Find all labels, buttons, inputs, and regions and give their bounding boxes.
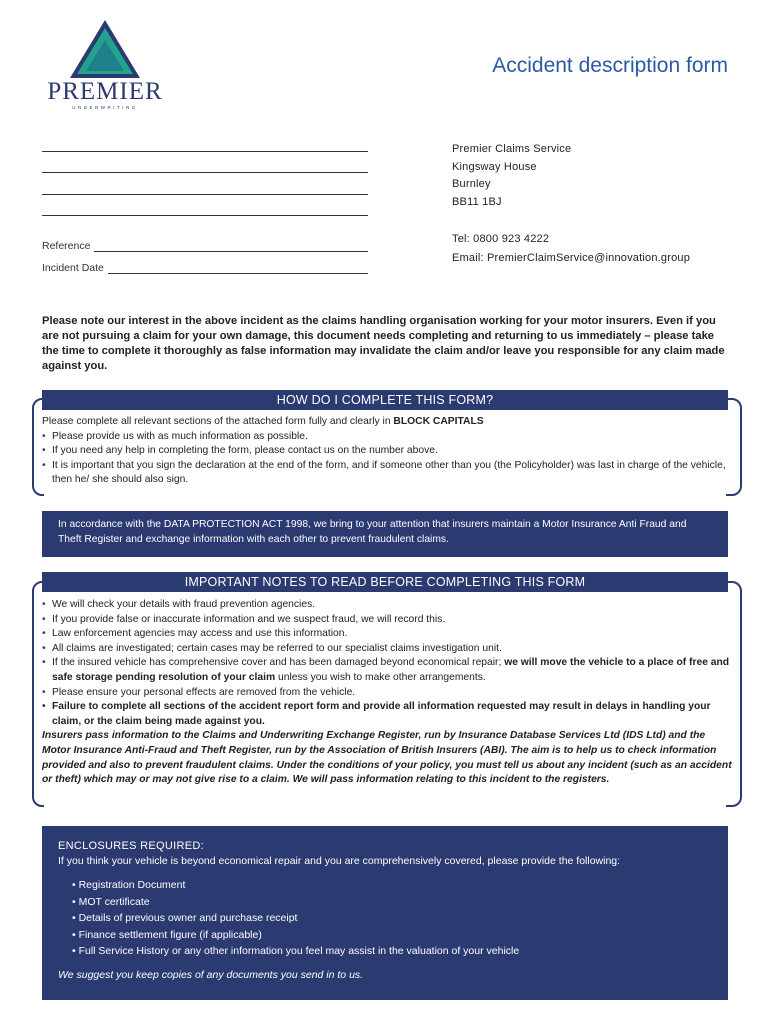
enclosures-footer: We suggest you keep copies of any documents you send in to us.: [58, 968, 364, 981]
block-capitals-emphasis: BLOCK CAPITALS: [393, 416, 484, 427]
list-item: • All claims are investigated; certain cases may be referred to our specialist claims investigation unit.: [42, 642, 732, 657]
list-item: [42, 656, 732, 685]
list-item: • Law enforcement agencies may access and use this information.: [42, 627, 732, 642]
email: Email: PremierClaimService@innovation.group: [452, 252, 691, 264]
list-item: • Registration Document: [72, 877, 712, 894]
how-to-heading: HOW DO I COMPLETE THIS FORM?: [42, 390, 728, 410]
notes-heading: IMPORTANT NOTES TO READ BEFORE COMPLETING THIS FORM: [42, 572, 728, 592]
reference-line[interactable]: [94, 242, 368, 252]
data-protection-notice: In accordance with the DATA PROTECTION ACT 1998, we bring to your attention that insurers maintain a Motor Insurance Anti Fraud and Theft Register and exchange information with each other to prevent fraudulent claims.: [42, 511, 728, 557]
list-item-text: If the insured vehicle has comprehensive cover and has been damaged beyond economical repair;: [52, 657, 505, 669]
enclosures-panel: [42, 826, 728, 1000]
address-line-2[interactable]: [42, 172, 368, 173]
list-item: • Details of previous owner and purchase receipt: [72, 910, 712, 927]
logo-wordmark: PREMIER: [47, 78, 163, 105]
list-item: • MOT certificate: [72, 894, 712, 911]
list-item: • It is important that you sign the declaration at the end of the form, and if someone other than you (the Policyholder) was last in charge of the vehicle, then he/ she should also sign.: [42, 459, 732, 488]
incident-date-field[interactable]: [42, 258, 368, 274]
address-line-4[interactable]: [42, 215, 368, 216]
claims-address: [452, 141, 571, 211]
enclosures-title: ENCLOSURES REQUIRED:: [58, 840, 204, 852]
address-line-3[interactable]: [42, 194, 368, 195]
contact-details: [452, 230, 690, 268]
list-item: • We will check your details with fraud prevention agencies.: [42, 598, 732, 613]
list-item-text: unless you wish to make other arrangements.: [275, 671, 486, 683]
incident-date-label: Incident Date: [42, 262, 104, 274]
list-item: • Failure to complete all sections of the accident report form and provide all information requested may result in delays in handling your claim, or the claim being made against you.: [42, 700, 732, 729]
registers-notice: Insurers pass information to the Claims and Underwriting Exchange Register, run by Insurance Database Services Ltd (IDS Ltd) and the Motor Insurance Anti-Fraud and Theft Register, run by the Association of British Insurers (ABI). The aim is to help us to check information provided and also to prevent fraudulent claims. Under the conditions of your policy, you must tell us about any incident (such as an accident or theft) which may or may not give rise to a claim. We will pass information relating to this incident to the registers.: [42, 730, 732, 786]
list-item: • Please ensure your personal effects are removed from the vehicle.: [42, 686, 732, 701]
enclosures-list: [72, 877, 712, 960]
logo-subtitle: UNDERWRITING: [72, 105, 138, 110]
address-line: BB11 1BJ: [452, 195, 502, 208]
list-item-emphasis: we will move the vehicle to a place of free and safe storage pending resolution of your claim: [52, 657, 730, 683]
address-line: Burnley: [452, 178, 491, 190]
premier-logo: [40, 20, 170, 110]
list-item: • Finance settlement figure (if applicable): [72, 927, 712, 944]
intro-paragraph: Please note our interest in the above incident as the claims handling organisation working for your motor insurers. Even if you are not pursuing a claim for your own damage, this document needs completing and returning to us immediately – please take the time to complete it thoroughly as false information may invalidate the claim and/or leave you responsible for any claim made against you.: [42, 315, 725, 372]
notes-body: [42, 598, 732, 788]
enclosures-lead: If you think your vehicle is beyond economical repair and you are comprehensively covered, please provide the following:: [58, 855, 621, 867]
telephone: Tel: 0800 923 4222: [452, 233, 550, 245]
reference-field[interactable]: [42, 236, 368, 252]
list-item: • If you provide false or inaccurate information and we suspect fraud, we will record this.: [42, 613, 732, 628]
address-line: Kingsway House: [452, 160, 537, 173]
address-line-1[interactable]: [42, 151, 368, 152]
address-line: Premier Claims Service: [452, 143, 572, 155]
list-item: • Please provide us with as much information as possible.: [42, 430, 732, 445]
list-item: • If you need any help in completing the form, please contact us on the number above.: [42, 444, 732, 459]
how-to-lead-text: Please complete all relevant sections of the attached form fully and clearly in: [42, 416, 394, 427]
how-to-body: [42, 415, 732, 488]
triangle-logo-icon: [70, 20, 140, 78]
how-to-lead: [42, 415, 732, 430]
form-title: Accident description form: [492, 54, 728, 77]
list-item: • Full Service History or any other information you feel may assist in the valuation of your vehicle: [72, 943, 712, 960]
incident-date-line[interactable]: [108, 264, 368, 274]
reference-label: Reference: [42, 240, 91, 252]
